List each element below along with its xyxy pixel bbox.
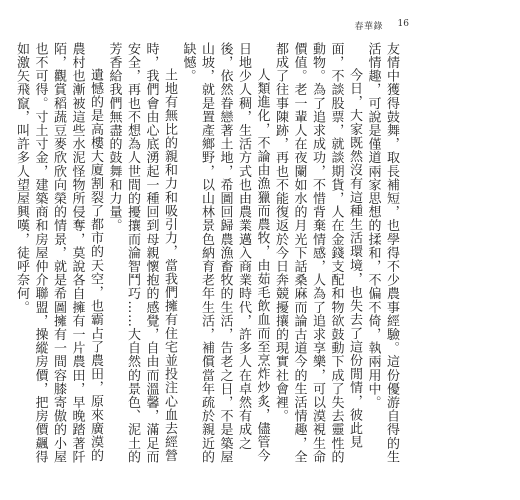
paragraph-4: 土地有無比的親和力和吸引力，當我們擁有住宅並投注心血去經營時，我們會由心底湧起一種回到母親懷抱的感覺，自由而溫馨，滿足而安全，再也不想為人世間的擾攘而淪智鬥巧……大自然的景色、泥土的芳香給我們無盡的鼓舞和力量。	[106, 42, 177, 464]
running-title: 春華錄	[354, 22, 383, 32]
body-text	[14, 42, 400, 474]
paragraph-5: 遺憾的是高樓大廈割裂了都市的天空，也霸占了農田，原來廣漠的農村也漸被這些水泥怪物所侵奪，莫說各自擁有一片農田，早晚踏著阡陌，觀賞稻蔬豆麥欣欣向榮的情景，就是希圖擁有一間容膝寄傲的小屋也不可得。寸土寸金，建築商和房屋仲介聯盟，操縱房價，把房價飆得如激矢飛竄，叫許多人望屋興嘆，徒呼奈何。	[14, 42, 103, 464]
paragraph-1: 友情中獲得鼓舞，取長補短，也學得不少農事經驗。這份優游自得的生活情趣，可說是僅道兩家思想的揉和，不偏不倚，執兩用中。	[365, 42, 399, 464]
paragraph-3: 人類進化，不論由漁獵而農牧，由茹毛飲血而至烹炸炒炙，儘管今日地少人稠，生活方式也由農業邁入商業時代，許多人在卓然有成之後，依然眷戀著土地，希圖回歸農漁畜牧的生活，告老之日，不是築屋山坡，就是置產鄉野，以山林景色納育老年生活，補償當年疏於親近的缺憾。	[180, 42, 270, 464]
page-header	[0, 19, 409, 37]
paragraph-2: 今日，大家既然沒有這種生活環境，也失去了這份閒情，彼此見面，不談股票，就談期貨，人在金錢支配和物欲鼓動下成了失去靈性的動物。為了追求成功，不惜背棄情感，人為了追求享樂，可以漠視生命價值。老一輩人在夜闌如水的月光下話桑麻而論古道今的生活情趣，全都成了往事陳跡，再也不能復返於今日奔競擾攘的現實社會裡。	[273, 42, 362, 464]
page-number: 16	[397, 19, 409, 29]
